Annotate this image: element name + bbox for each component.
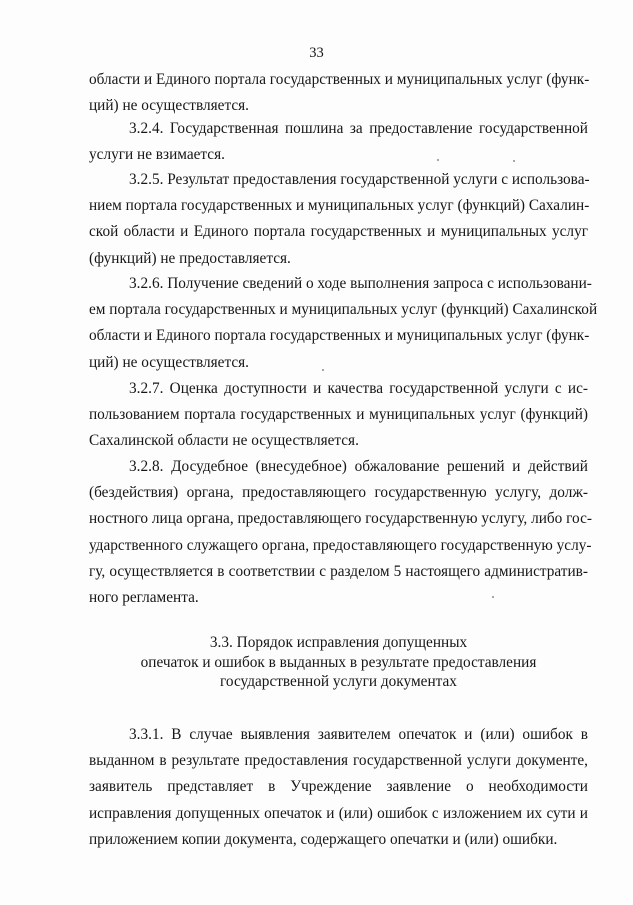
text-line: ного регламента. bbox=[89, 588, 199, 606]
text-line: области и Единого портала государственных и муниципальных услуг (функ- bbox=[89, 327, 590, 345]
paragraph-3-2-5 bbox=[89, 167, 588, 272]
text-line: Сахалинской области не осуществляется. bbox=[89, 432, 359, 450]
text-line: 3.2.4. Государственная пошлина за предоставление государственной bbox=[129, 120, 588, 137]
text-line: приложением копии документа, содержащего опечатки и (или) ошибки. bbox=[89, 830, 558, 848]
heading-line: 3.3. Порядок исправления допущенных bbox=[209, 634, 468, 651]
paragraph-3-2-6 bbox=[89, 271, 598, 376]
text-line: гу, осуществляется в соответствии с разделом 5 настоящего административ- bbox=[89, 562, 588, 580]
text-line: выданном в результате предоставления государственной услуги документе, bbox=[89, 752, 588, 770]
paragraph-continuation bbox=[89, 67, 588, 119]
text-line: 3.2.6. Получение сведений о ходе выполнения запроса с использовани- bbox=[129, 275, 592, 292]
scan-speck bbox=[513, 160, 515, 162]
text-line: ций) не осуществляется. bbox=[89, 353, 249, 371]
text-line: ем портала государственных и муниципальных услуг (функций) Сахалинской bbox=[89, 301, 598, 319]
text-line: (функций) не предоставляется. bbox=[89, 249, 291, 267]
scan-speck bbox=[437, 159, 439, 161]
paragraph-3-2-8 bbox=[89, 454, 592, 611]
text-line: 3.3.1. В случае выявления заявителем опечаток и (или) ошибок в bbox=[129, 726, 588, 743]
text-line: ударственного служащего органа, предоставляющего государственную услу- bbox=[89, 536, 592, 554]
heading-line: государственной услуги документах bbox=[220, 673, 457, 690]
text-line: услуги не взимается. bbox=[89, 146, 225, 164]
page-number: 33 bbox=[309, 45, 324, 61]
text-line: пользованием портала государственных и муниципальных услуг (функций) bbox=[89, 406, 588, 424]
text-line: ской области и Единого портала государственных и муниципальных услуг bbox=[89, 223, 588, 241]
text-line: исправления допущенных опечаток и (или) ошибок с изложением их сути и bbox=[89, 804, 588, 822]
text-line: ций) не осуществляется. bbox=[89, 97, 249, 115]
text-line: (бездействия) органа, предоставляющего государственную услугу, долж- bbox=[89, 484, 588, 502]
text-line: заявитель представляет в Учреждение заявление о необходимости bbox=[89, 778, 588, 796]
text-line: ностного лица органа, предоставляющего государственную услугу, либо гос- bbox=[89, 510, 592, 528]
paragraph-3-2-7 bbox=[89, 376, 588, 455]
text-line: области и Единого портала государственных и муниципальных услуг (функ- bbox=[89, 71, 590, 88]
scan-speck bbox=[322, 369, 324, 371]
text-line: 3.2.7. Оценка доступности и качества государственной услуги с ис- bbox=[129, 380, 588, 397]
text-line: нием портала государственных и муниципальных услуг (функций) Сахалин- bbox=[89, 197, 590, 215]
heading-line: опечаток и ошибок в выданных в результате предоставления bbox=[140, 653, 537, 671]
text-line: 3.2.8. Досудебное (внесудебное) обжалование решений и действий bbox=[129, 458, 588, 475]
text-line: 3.2.5. Результат предоставления государственной услуги с использова- bbox=[129, 171, 590, 188]
paragraph-3-3-1 bbox=[89, 722, 588, 853]
section-heading bbox=[89, 633, 588, 692]
scan-speck bbox=[492, 596, 494, 598]
